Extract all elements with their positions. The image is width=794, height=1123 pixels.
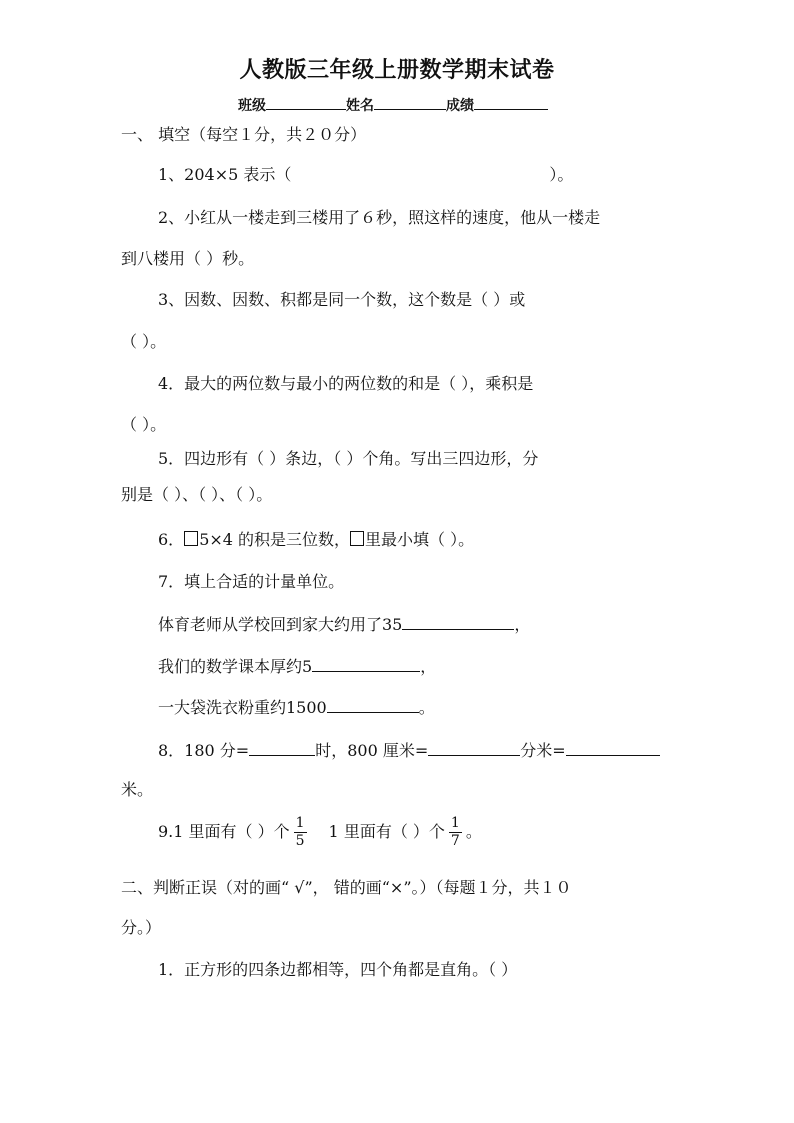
question-8-part-a: 8．180 分= — [158, 741, 250, 760]
question-5-line-1: 5．四边形有（ ）条边，（ ）个角。写出三四边形，分 — [158, 449, 539, 468]
question-6-number: 6． — [158, 530, 185, 549]
question-2-line-2: 到八楼用（ ）秒。 — [121, 249, 255, 268]
question-8-part-c: 分米= — [520, 741, 566, 760]
section-2-heading-line-1: 二、判断正误（对的画“ √”， 错的画“×”。）（每题１分，共１０ — [121, 878, 572, 897]
question-7-item-2-end: ， — [420, 657, 437, 676]
question-2-line-1: 2、小红从一楼走到三楼用了６秒，照这样的速度，他从一楼走 — [158, 208, 601, 227]
question-7-heading: 7．填上合适的计量单位。 — [158, 572, 345, 591]
question-7-item-1-end: ， — [514, 615, 531, 634]
question-8-part-b: 时，800 厘米= — [315, 741, 429, 760]
question-8-blank-2[interactable] — [428, 740, 520, 756]
question-7-item-3-end: 。 — [418, 698, 435, 717]
score-blank[interactable] — [474, 94, 548, 110]
question-7-item-3 — [158, 697, 435, 718]
question-9 — [158, 812, 482, 852]
question-7-item-3-text: 一大袋洗衣粉重约1500 — [158, 698, 327, 717]
question-7-item-2-text: 我们的数学课本厚约5 — [158, 657, 313, 676]
question-7-item-1-blank[interactable] — [402, 614, 514, 630]
question-6 — [158, 530, 474, 550]
fraction-one-fifth — [294, 815, 307, 850]
question-4-line-1: 4．最大的两位数与最小的两位数的和是（ ），乘积是 — [158, 374, 534, 393]
blank-square-icon — [350, 531, 364, 546]
page-title: 人教版三年级上册数学期末试卷 — [239, 58, 555, 83]
fraction-2-denominator: 7 — [450, 833, 460, 849]
question-1-text: 1、204×5 表示（ — [158, 165, 292, 184]
class-blank[interactable] — [266, 94, 346, 110]
question-8-blank-3[interactable] — [566, 740, 660, 756]
question-8-blank-1[interactable] — [249, 740, 315, 756]
section-1-heading: 一、 填空（每空１分，共２０分） — [121, 125, 367, 144]
student-info-line — [238, 94, 548, 116]
question-7-item-1-text: 体育老师从学校回到家大约用了35 — [158, 615, 403, 634]
question-3-line-2: （ ）。 — [121, 332, 167, 351]
class-label: 班级 — [238, 98, 266, 114]
name-blank[interactable] — [374, 94, 446, 110]
fraction-2-numerator: 1 — [450, 815, 460, 831]
question-1-end: ）。 — [549, 165, 574, 184]
question-9-part-a: 9.1 里面有（ ）个 — [158, 822, 290, 841]
question-1 — [158, 165, 573, 185]
score-label: 成绩 — [446, 98, 474, 114]
question-8-line-1 — [158, 740, 660, 761]
question-8-line-2: 米。 — [121, 780, 154, 799]
fraction-1-numerator: 1 — [295, 815, 305, 831]
question-6-text: 5×4 的积是三位数， — [199, 530, 351, 549]
question-4-line-2: （ ）。 — [121, 415, 167, 434]
section-2-heading-line-2: 分。） — [121, 918, 162, 937]
question-7-item-2 — [158, 656, 436, 677]
name-label: 姓名 — [346, 98, 374, 114]
fraction-one-seventh — [449, 815, 462, 850]
question-9-end: 。 — [465, 822, 482, 841]
question-6-text-2: 里最小填（ ）。 — [365, 530, 475, 549]
question-7-item-3-blank[interactable] — [327, 697, 419, 713]
section-2-question-1: 1．正方形的四条边都相等，四个角都是直角。（ ） — [158, 960, 518, 979]
question-9-part-b: 1 里面有（ ）个 — [328, 822, 445, 841]
question-7-item-2-blank[interactable] — [312, 656, 420, 672]
question-7-item-1 — [158, 614, 530, 635]
blank-square-icon — [184, 531, 198, 546]
fraction-1-denominator: 5 — [295, 833, 305, 849]
question-3-line-1: 3、因数、因数、积都是同一个数，这个数是（ ）或 — [158, 290, 526, 309]
question-5-line-2: 别是（ ）、（ ）、（ ）。 — [121, 485, 273, 504]
